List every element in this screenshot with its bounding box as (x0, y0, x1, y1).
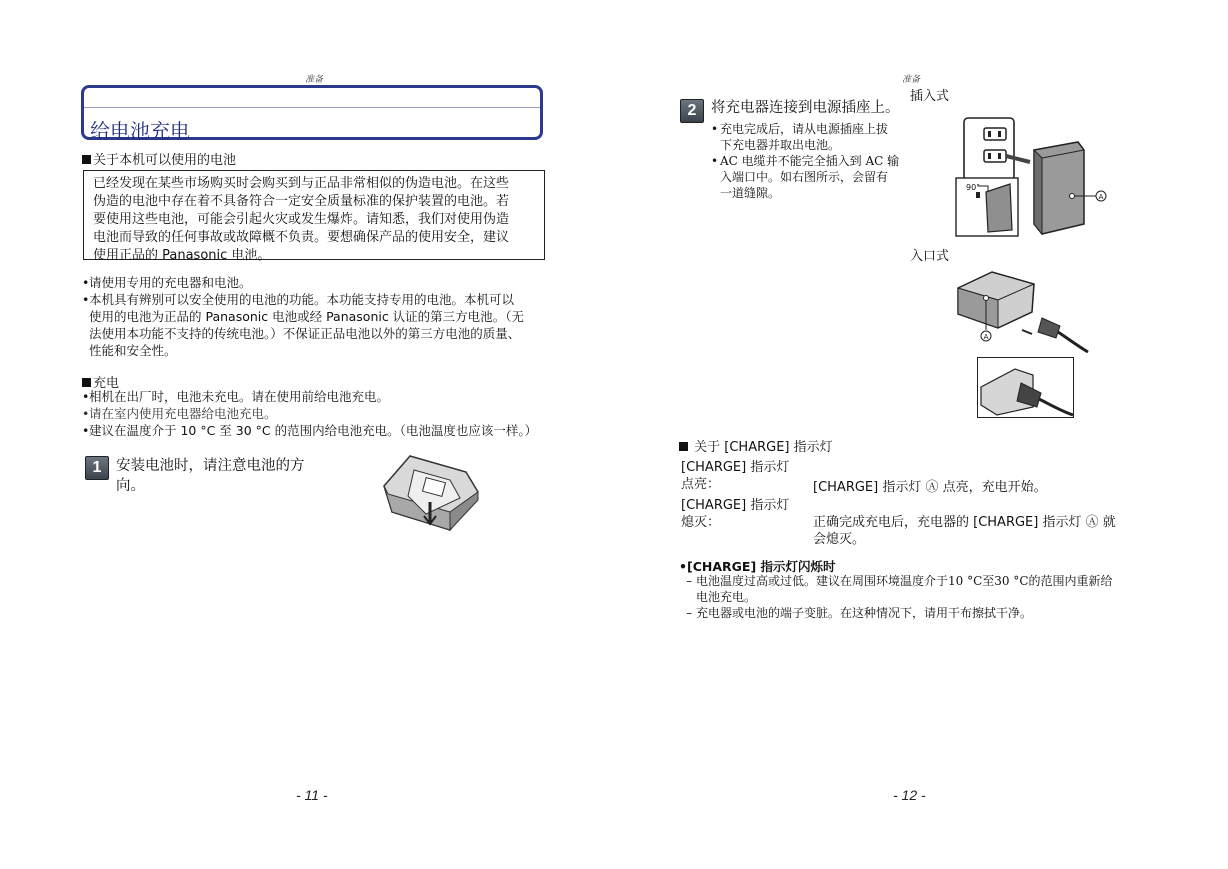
step-1-line: 向。 (116, 478, 145, 494)
warning-line: 使用正品的 Panasonic 电池。 (93, 248, 271, 263)
bullet-item: •本机具有辨别可以安全使用的电池的功能。本功能支持专用的电池。本机可以 (82, 292, 515, 307)
bullet-item: • AC 电缆并不能完全插入到 AC 输 (711, 154, 900, 168)
title-rule (84, 107, 540, 108)
bullet-continuation: 下充电器并取出电池。 (720, 138, 841, 152)
warning-line: 伪造的电池中存在着不具备符合一定安全质量标准的保护装置的电池。若 (93, 194, 510, 209)
left-page-header: 准备 (305, 75, 324, 85)
bullet-item: •请在室内使用充电器给电池充电。 (82, 406, 277, 421)
right-page-number: - 12 - (893, 787, 926, 803)
section-charge-label: 充电 (93, 376, 120, 391)
lamp-on-label-line: 点亮： (681, 477, 721, 492)
bullet-item: • 充电完成后，请从电源插座上拔 (711, 122, 889, 136)
charge-bullets (82, 388, 552, 439)
bullet-continuation: 入端口中。如右图所示，会留有 (720, 170, 889, 184)
step-2-bullets (711, 121, 916, 201)
angle-label: 90° (966, 183, 981, 192)
marker-a-text: A (983, 333, 989, 341)
bullet-item: •请使用专用的充电器和电池。 (82, 275, 252, 290)
plugin-charger-illustration (950, 112, 1115, 240)
step-1-badge: 1 (85, 456, 109, 480)
lamp-on-label-line: [CHARGE] 指示灯 (681, 460, 790, 475)
flash-heading-label: [CHARGE] 指示灯闪烁时 (687, 559, 836, 574)
section-battery-heading (82, 149, 236, 168)
step-2-badge: 2 (680, 99, 704, 123)
lamp-off-description-line: 会熄灭。 (813, 532, 866, 547)
bullet-item: •建议在温度介于 10 °C 至 30 °C 的范围内给电池充电。（电池温度也应该一样。） (82, 423, 538, 438)
lamp-off-description-line: 正确完成充电后，充电器的 [CHARGE] 指示灯 Ⓐ 就 (813, 515, 1116, 530)
lamp-off-label (681, 497, 789, 531)
step-2-text: 将充电器连接到电源插座上。 (711, 100, 900, 116)
bullet-continuation: 法使用本功能不支持的传统电池。）不保证正品电池以外的第三方电池的质量、 (89, 326, 521, 341)
right-page-header: 准备 (902, 75, 921, 85)
lamp-on-label (681, 459, 789, 493)
battery-bullets (82, 274, 552, 359)
charger-battery-illustration (378, 450, 482, 540)
bullet-item: •相机在出厂时，电池未充电。请在使用前给电池充电。 (82, 389, 390, 404)
warning-line: 要使用这些电池，可能会引起火灾或发生爆炸。请知悉，我们对使用伪造 (93, 212, 510, 227)
warning-line: 电池而导致的任何事故或故障概不负责。要想确保产品的使用安全，建议 (93, 230, 510, 245)
page-title: 给电池充电 (90, 119, 190, 143)
lamp-off-label-line: 熄灭： (681, 515, 721, 530)
square-bullet-icon (82, 378, 91, 387)
inlet-charger-illustration (952, 268, 1092, 354)
lamp-on-description: [CHARGE] 指示灯 Ⓐ 点亮，充电开始。 (813, 480, 1047, 495)
section-charge-lamp-label: 关于 [CHARGE] 指示灯 (694, 440, 833, 455)
inlet-gap-detail-illustration (977, 357, 1074, 418)
lamp-off-description (813, 514, 1116, 548)
square-bullet-icon (82, 155, 91, 164)
marker-a-text: A (1098, 193, 1104, 201)
step-1-text (116, 456, 305, 496)
flash-item-continuation: 电池充电。 (696, 590, 757, 604)
warning-line: 已经发现在某些市场购买时会购买到与正品非常相似的伪造电池。在这些 (93, 176, 510, 191)
step-1-line: 安装电池时，请注意电池的方 (116, 458, 305, 474)
square-bullet-icon (679, 442, 688, 451)
bullet-continuation: 使用的电池为正品的 Panasonic 电池或经 Panasonic 认证的第三方电池。（无 (89, 309, 524, 324)
bullet-continuation: 性能和安全性。 (89, 343, 177, 358)
lamp-off-label-line: [CHARGE] 指示灯 (681, 498, 790, 513)
inlet-type-label: 入口式 (910, 249, 950, 264)
left-page-number: - 11 - (296, 787, 328, 803)
flash-heading: •[CHARGE] 指示灯闪烁时 (679, 559, 836, 574)
flash-item: – 充电器或电池的端子变脏。在这种情况下，请用干布擦拭干净。 (686, 606, 1033, 620)
section-battery-label: 关于本机可以使用的电池 (93, 153, 237, 168)
section-charge-lamp-heading (679, 436, 833, 455)
warning-box (83, 170, 545, 263)
flash-items (686, 573, 1156, 621)
flash-item: – 电池温度过高或过低。建议在周围环境温度介于10 °C至30 °C的范围内重新给 (686, 574, 1113, 588)
bullet-continuation: 一道缝隙。 (720, 186, 781, 200)
plugin-type-label: 插入式 (910, 89, 950, 104)
